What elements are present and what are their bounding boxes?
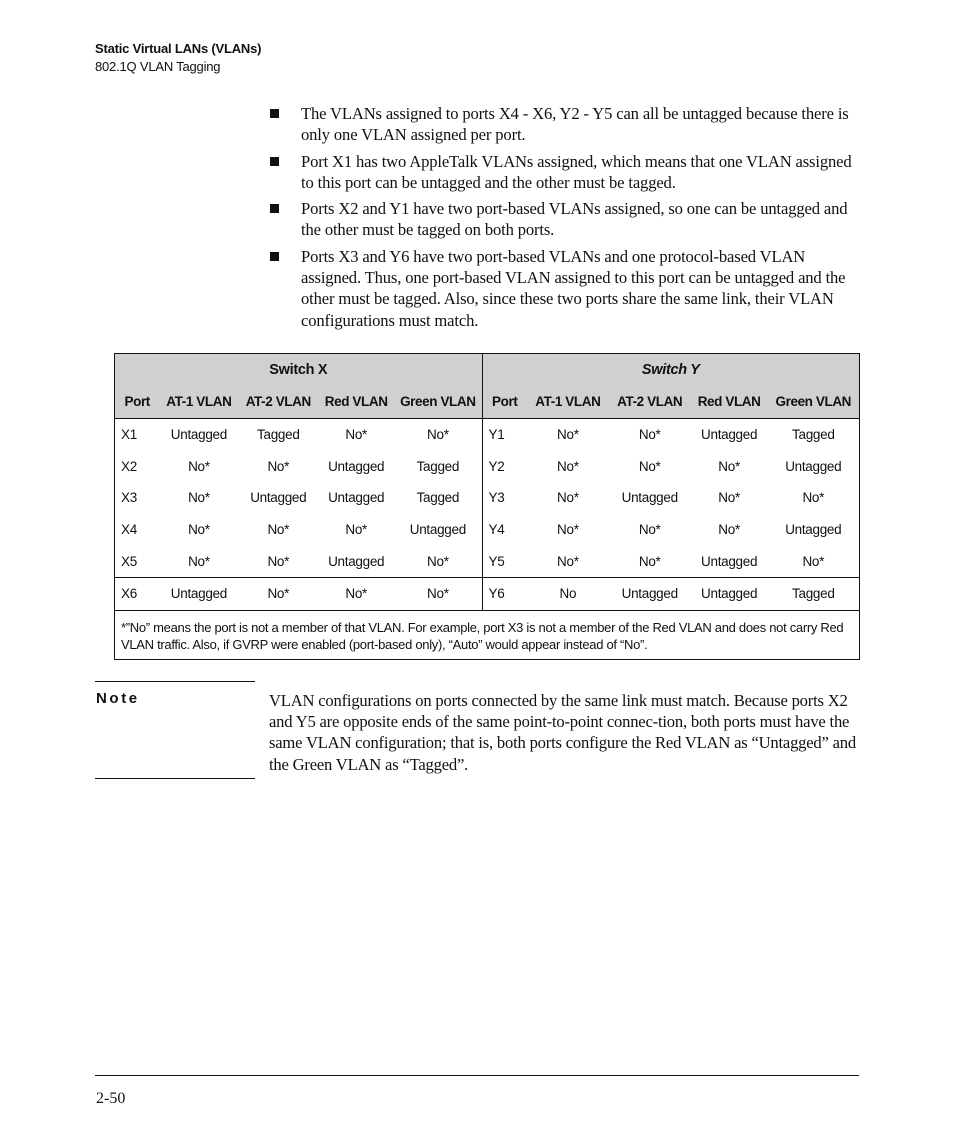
bullet-item: Ports X3 and Y6 have two port-based VLANs and one protocol-based VLAN assigned. Thus, one port-based VLAN assigned to this port can be untagged and the other must be tagged. Also, since these two ports share the same link, their VLAN configurations must match. xyxy=(268,246,863,331)
table-row: X3 No* Untagged Untagged Tagged Y3 No* Untagged No* No* xyxy=(115,482,860,514)
page-number: 2-50 xyxy=(96,1090,126,1107)
vlan-assignment-table xyxy=(114,353,860,660)
bullet-item: Ports X2 and Y1 have two port-based VLANs assigned, so one can be untagged and the other must be tagged on both ports. xyxy=(268,198,863,241)
column-header: Port xyxy=(115,385,160,419)
table-row: X6 Untagged No* No* No* Y6 No Untagged Untagged Tagged xyxy=(115,577,860,610)
column-header: Green VLAN xyxy=(394,385,482,419)
note-label: Note xyxy=(96,690,140,707)
bullet-item: Port X1 has two AppleTalk VLANs assigned, which means that one VLAN assigned to this port can be untagged and the other must be tagged. xyxy=(268,151,863,194)
square-bullet-icon xyxy=(270,109,279,118)
column-header: AT-1 VLAN xyxy=(527,385,609,419)
column-header: Green VLAN xyxy=(768,385,860,419)
table-row: X2 No* No* Untagged Tagged Y2 No* No* No* Untagged xyxy=(115,451,860,483)
note-bottom-rule xyxy=(95,778,255,779)
running-header-subtitle: 802.1Q VLAN Tagging xyxy=(95,59,221,74)
switch-y-header: Switch Y xyxy=(482,354,859,386)
note-top-rule xyxy=(95,681,255,682)
table-row: X1 Untagged Tagged No* No* Y1 No* No* Untagged Tagged xyxy=(115,419,860,451)
column-header: AT-2 VLAN xyxy=(238,385,318,419)
column-header: AT-2 VLAN xyxy=(609,385,691,419)
table-row: X5 No* No* Untagged No* Y5 No* No* Untagged No* xyxy=(115,545,860,577)
footer-rule xyxy=(95,1075,859,1076)
column-header: Red VLAN xyxy=(318,385,394,419)
switch-x-header: Switch X xyxy=(115,354,483,386)
bullet-item: The VLANs assigned to ports X4 - X6, Y2 - Y5 can all be untagged because there is only one VLAN assigned per port. xyxy=(268,103,863,146)
square-bullet-icon xyxy=(270,157,279,166)
square-bullet-icon xyxy=(270,204,279,213)
table-footnote: *”No” means the port is not a member of that VLAN. For example, port X3 is not a member of the Red VLAN and does not carry Red VLAN traffic. Also, if GVRP were enabled (port-based only), “Auto” would appear instead of “No”. xyxy=(115,610,860,659)
running-header-title: Static Virtual LANs (VLANs) xyxy=(95,41,262,56)
column-header: Port xyxy=(482,385,527,419)
bullet-list xyxy=(268,103,863,336)
square-bullet-icon xyxy=(270,252,279,261)
note-text: VLAN configurations on ports connected by the same link must match. Because ports X2 and Y5 are opposite ends of the same point-to-point connec-tion, both ports must have the same VLAN configuration; that is, both ports configure the Red VLAN as “Untagged” and the Green VLAN as “Tagged”. xyxy=(269,691,856,774)
column-header: Red VLAN xyxy=(691,385,768,419)
table-row: X4 No* No* No* Untagged Y4 No* No* No* Untagged xyxy=(115,514,860,546)
column-header: AT-1 VLAN xyxy=(159,385,238,419)
